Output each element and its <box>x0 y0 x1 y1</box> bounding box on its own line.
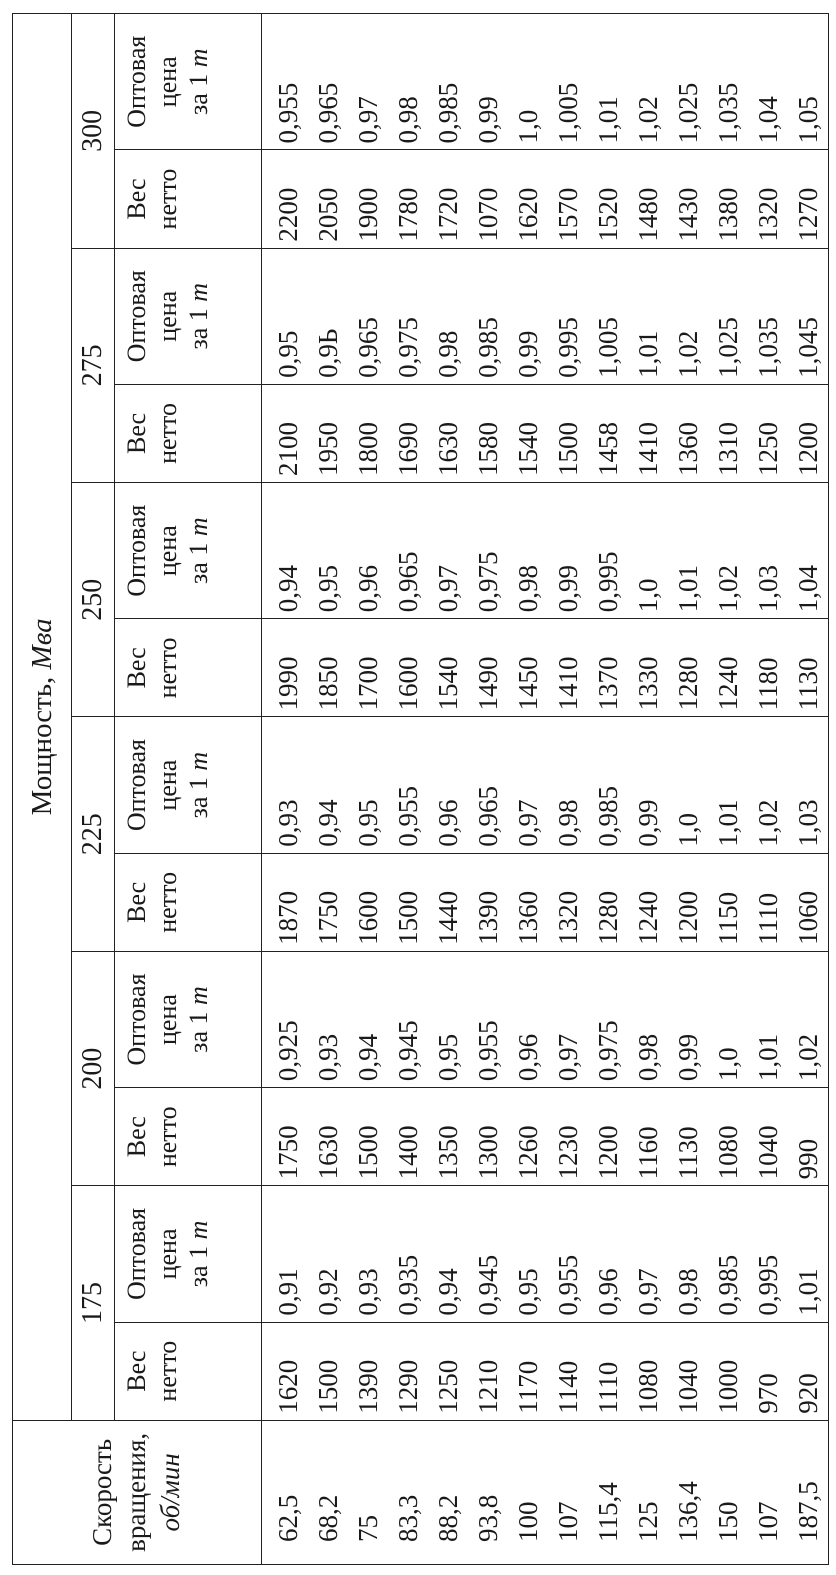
price-cell: 1,0 <box>628 483 668 619</box>
price-cell: 0,97 <box>428 483 468 619</box>
weight-cell: 1410 <box>628 384 668 482</box>
weight-subheader <box>115 384 262 482</box>
weight-cell: 1450 <box>508 619 548 717</box>
price-cell: 0,9Ь <box>308 248 348 384</box>
price-cell: 1,0 <box>668 717 708 853</box>
weight-cell: 1900 <box>348 150 388 248</box>
weight-subheader <box>115 150 262 248</box>
power-value-header: 200 <box>72 951 115 1185</box>
weight-cell: 1780 <box>388 150 428 248</box>
price-cell: 1,0 <box>708 951 748 1087</box>
weight-cell: 1990 <box>262 619 309 717</box>
price-cell: 0,99 <box>548 483 588 619</box>
weight-cell: 1750 <box>308 853 348 951</box>
weight-cell: 1080 <box>628 1322 668 1420</box>
speed-cell: 88,2 <box>428 1420 468 1564</box>
price-label-unit: т <box>184 751 214 771</box>
weight-cell: 1250 <box>748 384 788 482</box>
price-cell: 1,01 <box>588 14 628 150</box>
weight-cell: 1240 <box>708 619 748 717</box>
price-label-line1: Оптовая <box>122 973 151 1066</box>
price-cell: 0,95 <box>348 717 388 853</box>
speed-cell: 150 <box>708 1420 748 1564</box>
speed-cell: 107 <box>748 1420 788 1564</box>
price-cell: 0,94 <box>308 717 348 853</box>
price-cell: 0,985 <box>428 14 468 150</box>
weight-cell: 1620 <box>262 1322 309 1420</box>
price-cell: 1,02 <box>668 248 708 384</box>
weight-cell: 1440 <box>428 853 468 951</box>
price-cell: 0,95 <box>428 951 468 1087</box>
price-label-line1: Оптовая <box>122 1207 151 1301</box>
price-cell: 1,02 <box>788 951 829 1087</box>
price-cell: 0,945 <box>388 951 428 1087</box>
header-row-subcolumns <box>115 14 262 1565</box>
weight-cell: 1580 <box>468 384 508 482</box>
table-row <box>468 14 508 1565</box>
turbogenerator-price-table <box>12 13 829 1565</box>
price-cell: 0,955 <box>262 14 309 150</box>
weight-cell: 1360 <box>508 853 548 951</box>
price-cell: 1,0 <box>508 14 548 150</box>
price-cell: 0,94 <box>348 951 388 1087</box>
price-cell: 0,98 <box>668 1186 708 1322</box>
price-cell: 0,97 <box>348 14 388 150</box>
weight-cell: 1330 <box>628 619 668 717</box>
weight-cell: 1700 <box>348 619 388 717</box>
price-cell: 1,025 <box>668 14 708 150</box>
weight-cell: 1630 <box>308 1088 348 1186</box>
table-row <box>262 14 309 1565</box>
weight-cell: 1080 <box>708 1088 748 1186</box>
weight-label-line1: Вес <box>122 881 151 923</box>
price-cell: 0,965 <box>468 717 508 853</box>
price-cell: 0,985 <box>708 1186 748 1322</box>
weight-cell: 1160 <box>628 1088 668 1186</box>
table-row <box>308 14 348 1565</box>
weight-cell: 1620 <box>508 150 548 248</box>
price-cell: 1,05 <box>788 14 829 150</box>
price-cell: 0,995 <box>748 1186 788 1322</box>
price-label-line3: за 1 <box>184 542 214 584</box>
power-header-unit: Мва <box>25 618 58 670</box>
power-value-header: 275 <box>72 248 115 482</box>
header-row-power-values <box>72 14 115 1565</box>
weight-cell: 1060 <box>788 853 829 951</box>
weight-cell: 1370 <box>588 619 628 717</box>
price-cell: 0,93 <box>348 1186 388 1322</box>
price-label-line2: цена <box>153 1228 183 1280</box>
power-value-header: 300 <box>72 14 115 249</box>
price-cell: 0,975 <box>588 951 628 1087</box>
weight-cell: 1140 <box>548 1322 588 1420</box>
speed-cell: 68,2 <box>308 1420 348 1564</box>
weight-cell: 1070 <box>468 150 508 248</box>
weight-cell: 1390 <box>348 1322 388 1420</box>
price-cell: 1,035 <box>708 14 748 150</box>
speed-header-title: Скорость вращения, <box>87 1432 152 1552</box>
weight-cell: 1250 <box>428 1322 468 1420</box>
speed-header-unit: об/мин <box>154 1453 185 1532</box>
price-cell: 0,94 <box>428 1186 468 1322</box>
weight-label-line1: Вес <box>122 412 151 454</box>
price-cell: 1,04 <box>788 483 829 619</box>
table-row <box>588 14 628 1565</box>
weight-cell: 1400 <box>388 1088 428 1186</box>
weight-cell: 920 <box>788 1322 829 1420</box>
header-row-power <box>13 14 72 1565</box>
price-cell: 1,005 <box>548 14 588 150</box>
price-label-unit: т <box>184 1220 214 1240</box>
price-label-line3: за 1 <box>184 73 214 116</box>
power-value-header: 250 <box>72 483 115 717</box>
weight-cell: 1200 <box>668 853 708 951</box>
price-cell: 0,975 <box>388 248 428 384</box>
weight-cell: 1600 <box>388 619 428 717</box>
weight-cell: 2100 <box>262 384 309 482</box>
price-label-unit: т <box>184 986 214 1005</box>
price-cell: 0,96 <box>508 951 548 1087</box>
weight-cell: 1130 <box>788 619 829 717</box>
price-cell: 0,99 <box>628 717 668 853</box>
price-cell: 0,98 <box>428 248 468 384</box>
weight-cell: 1720 <box>428 150 468 248</box>
speed-cell: 107 <box>548 1420 588 1564</box>
power-header-title: Мощность, <box>25 676 58 816</box>
weight-label-line1: Вес <box>122 1350 151 1392</box>
weight-subheader <box>115 853 262 951</box>
weight-cell: 2200 <box>262 150 309 248</box>
price-cell: 1,035 <box>748 248 788 384</box>
price-cell: 0,985 <box>588 717 628 853</box>
price-cell: 0,995 <box>548 248 588 384</box>
price-cell: 0,99 <box>508 248 548 384</box>
weight-label-line1: Вес <box>122 647 151 689</box>
weight-cell: 1850 <box>308 619 348 717</box>
price-cell: 0,96 <box>428 717 468 853</box>
price-cell: 0,995 <box>588 483 628 619</box>
power-value-header: 225 <box>72 717 115 951</box>
price-cell: 0,92 <box>308 1186 348 1322</box>
price-cell: 0,965 <box>308 14 348 150</box>
weight-cell: 1490 <box>468 619 508 717</box>
table-row <box>548 14 588 1565</box>
weight-cell: 1600 <box>348 853 388 951</box>
weight-cell: 1280 <box>588 853 628 951</box>
price-cell: 0,96 <box>348 483 388 619</box>
table-row <box>668 14 708 1565</box>
price-cell: 0,945 <box>468 1186 508 1322</box>
price-cell: 0,93 <box>262 717 309 853</box>
weight-cell: 1360 <box>668 384 708 482</box>
weight-cell: 1380 <box>708 150 748 248</box>
weight-cell: 1300 <box>468 1088 508 1186</box>
price-cell: 1,01 <box>668 483 708 619</box>
price-cell: 0,935 <box>388 1186 428 1322</box>
price-cell: 0,95 <box>308 483 348 619</box>
price-cell: 1,045 <box>788 248 829 384</box>
price-label-line2: цена <box>153 290 183 342</box>
price-subheader <box>115 1186 262 1322</box>
weight-cell: 1040 <box>748 1088 788 1186</box>
weight-cell: 1130 <box>668 1088 708 1186</box>
table-row <box>708 14 748 1565</box>
weight-cell: 1540 <box>428 619 468 717</box>
price-label-unit: т <box>184 48 214 68</box>
speed-cell: 83,3 <box>388 1420 428 1564</box>
weight-cell: 1800 <box>348 384 388 482</box>
weight-cell: 1230 <box>548 1088 588 1186</box>
price-cell: 1,02 <box>748 717 788 853</box>
weight-cell: 1110 <box>588 1322 628 1420</box>
price-subheader <box>115 248 262 384</box>
weight-cell: 1040 <box>668 1322 708 1420</box>
price-label-line2: цена <box>153 525 183 577</box>
table-row <box>748 14 788 1565</box>
weight-label-line1: Вес <box>122 178 151 220</box>
speed-cell: 100 <box>508 1420 548 1564</box>
price-cell: 0,965 <box>348 248 388 384</box>
price-label-line1: Оптовая <box>122 504 151 597</box>
price-label-line2: цена <box>153 994 183 1045</box>
price-cell: 0,955 <box>468 951 508 1087</box>
price-cell: 1,03 <box>748 483 788 619</box>
price-cell: 0,975 <box>468 483 508 619</box>
speed-cell: 187,5 <box>788 1420 829 1564</box>
price-cell: 0,965 <box>388 483 428 619</box>
price-cell: 0,955 <box>548 1186 588 1322</box>
speed-cell: 93,8 <box>468 1420 508 1564</box>
price-subheader <box>115 483 262 619</box>
weight-label-line1: Вес <box>122 1116 151 1158</box>
weight-cell: 1170 <box>508 1322 548 1420</box>
weight-cell: 1210 <box>468 1322 508 1420</box>
table-row <box>508 14 548 1565</box>
weight-cell: 1390 <box>468 853 508 951</box>
price-cell: 0,925 <box>262 951 309 1087</box>
price-cell: 0,98 <box>388 14 428 150</box>
speed-cell: 136,4 <box>668 1420 708 1564</box>
price-cell: 0,985 <box>468 248 508 384</box>
price-cell: 0,96 <box>588 1186 628 1322</box>
weight-cell: 2050 <box>308 150 348 248</box>
table-row <box>348 14 388 1565</box>
weight-cell: 1240 <box>628 853 668 951</box>
speed-column-header <box>13 1420 262 1564</box>
price-cell: 0,99 <box>468 14 508 150</box>
speed-cell: 75 <box>348 1420 388 1564</box>
weight-cell: 1500 <box>308 1322 348 1420</box>
price-cell: 0,98 <box>508 483 548 619</box>
price-cell: 0,98 <box>628 951 668 1087</box>
price-cell: 0,97 <box>508 717 548 853</box>
price-label-line3: за 1 <box>184 777 214 819</box>
price-cell: 0,955 <box>388 717 428 853</box>
power-value-header: 175 <box>72 1186 115 1420</box>
price-label-line1: Оптовая <box>122 739 151 832</box>
weight-cell: 1500 <box>548 384 588 482</box>
weight-cell: 1200 <box>788 384 829 482</box>
weight-cell: 1200 <box>588 1088 628 1186</box>
weight-subheader <box>115 619 262 717</box>
weight-label-line2: нетто <box>153 403 183 464</box>
price-cell: 1,01 <box>748 951 788 1087</box>
weight-subheader <box>115 1088 262 1186</box>
price-cell: 1,025 <box>708 248 748 384</box>
weight-cell: 1410 <box>548 619 588 717</box>
weight-cell: 1480 <box>628 150 668 248</box>
weight-cell: 1110 <box>748 853 788 951</box>
weight-label-line2: нетто <box>153 871 183 933</box>
weight-cell: 1458 <box>588 384 628 482</box>
price-cell: 0,93 <box>308 951 348 1087</box>
price-cell: 0,99 <box>668 951 708 1087</box>
price-cell: 1,01 <box>708 717 748 853</box>
price-cell: 0,95 <box>508 1186 548 1322</box>
table-row <box>388 14 428 1565</box>
price-cell: 1,01 <box>628 248 668 384</box>
weight-cell: 1350 <box>428 1088 468 1186</box>
price-label-line3: за 1 <box>184 1011 214 1053</box>
price-label-line3: за 1 <box>184 308 214 350</box>
speed-cell: 125 <box>628 1420 668 1564</box>
price-cell: 0,91 <box>262 1186 309 1322</box>
table-body <box>262 14 829 1565</box>
price-label-line2: цена <box>153 759 183 811</box>
weight-cell: 1950 <box>308 384 348 482</box>
weight-cell: 970 <box>748 1322 788 1420</box>
price-label-line1: Оптовая <box>122 35 151 128</box>
table-row <box>788 14 829 1565</box>
weight-cell: 1150 <box>708 853 748 951</box>
price-cell: 1,005 <box>588 248 628 384</box>
weight-cell: 1290 <box>388 1322 428 1420</box>
price-cell: 1,02 <box>628 14 668 150</box>
price-label-line2: цена <box>153 56 183 108</box>
weight-cell: 1180 <box>748 619 788 717</box>
table-row <box>628 14 668 1565</box>
weight-cell: 1500 <box>388 853 428 951</box>
weight-cell: 1690 <box>388 384 428 482</box>
weight-label-line2: нетто <box>153 637 183 699</box>
price-label-unit: т <box>184 282 214 302</box>
price-cell: 0,98 <box>548 717 588 853</box>
price-cell: 1,02 <box>708 483 748 619</box>
price-subheader <box>115 717 262 853</box>
weight-label-line2: нетто <box>153 1340 183 1402</box>
price-cell: 0,95 <box>262 248 309 384</box>
weight-cell: 1310 <box>708 384 748 482</box>
power-group-header <box>13 14 72 1421</box>
price-label-line3: за 1 <box>184 1245 214 1288</box>
price-cell: 0,97 <box>628 1186 668 1322</box>
weight-cell: 1540 <box>508 384 548 482</box>
price-label-line1: Оптовая <box>122 270 151 363</box>
weight-cell: 1570 <box>548 150 588 248</box>
price-subheader <box>115 951 262 1087</box>
price-cell: 0,97 <box>548 951 588 1087</box>
weight-cell: 1630 <box>428 384 468 482</box>
speed-cell: 62,5 <box>262 1420 309 1564</box>
speed-cell: 115,4 <box>588 1420 628 1564</box>
price-cell: 1,03 <box>788 717 829 853</box>
weight-cell: 1280 <box>668 619 708 717</box>
price-label-unit: т <box>184 517 214 537</box>
weight-cell: 990 <box>788 1088 829 1186</box>
weight-cell: 1270 <box>788 150 829 248</box>
weight-cell: 1260 <box>508 1088 548 1186</box>
weight-cell: 1520 <box>588 150 628 248</box>
weight-cell: 1320 <box>748 150 788 248</box>
weight-cell: 1000 <box>708 1322 748 1420</box>
weight-cell: 1430 <box>668 150 708 248</box>
weight-cell: 1750 <box>262 1088 309 1186</box>
price-subheader <box>115 14 262 150</box>
weight-cell: 1320 <box>548 853 588 951</box>
weight-cell: 1500 <box>348 1088 388 1186</box>
weight-label-line2: нетто <box>153 1106 183 1168</box>
weight-cell: 1870 <box>262 853 309 951</box>
price-cell: 1,01 <box>788 1186 829 1322</box>
weight-subheader <box>115 1322 262 1420</box>
table-row <box>428 14 468 1565</box>
price-cell: 0,94 <box>262 483 309 619</box>
price-cell: 1,04 <box>748 14 788 150</box>
weight-label-line2: нетто <box>153 168 183 230</box>
